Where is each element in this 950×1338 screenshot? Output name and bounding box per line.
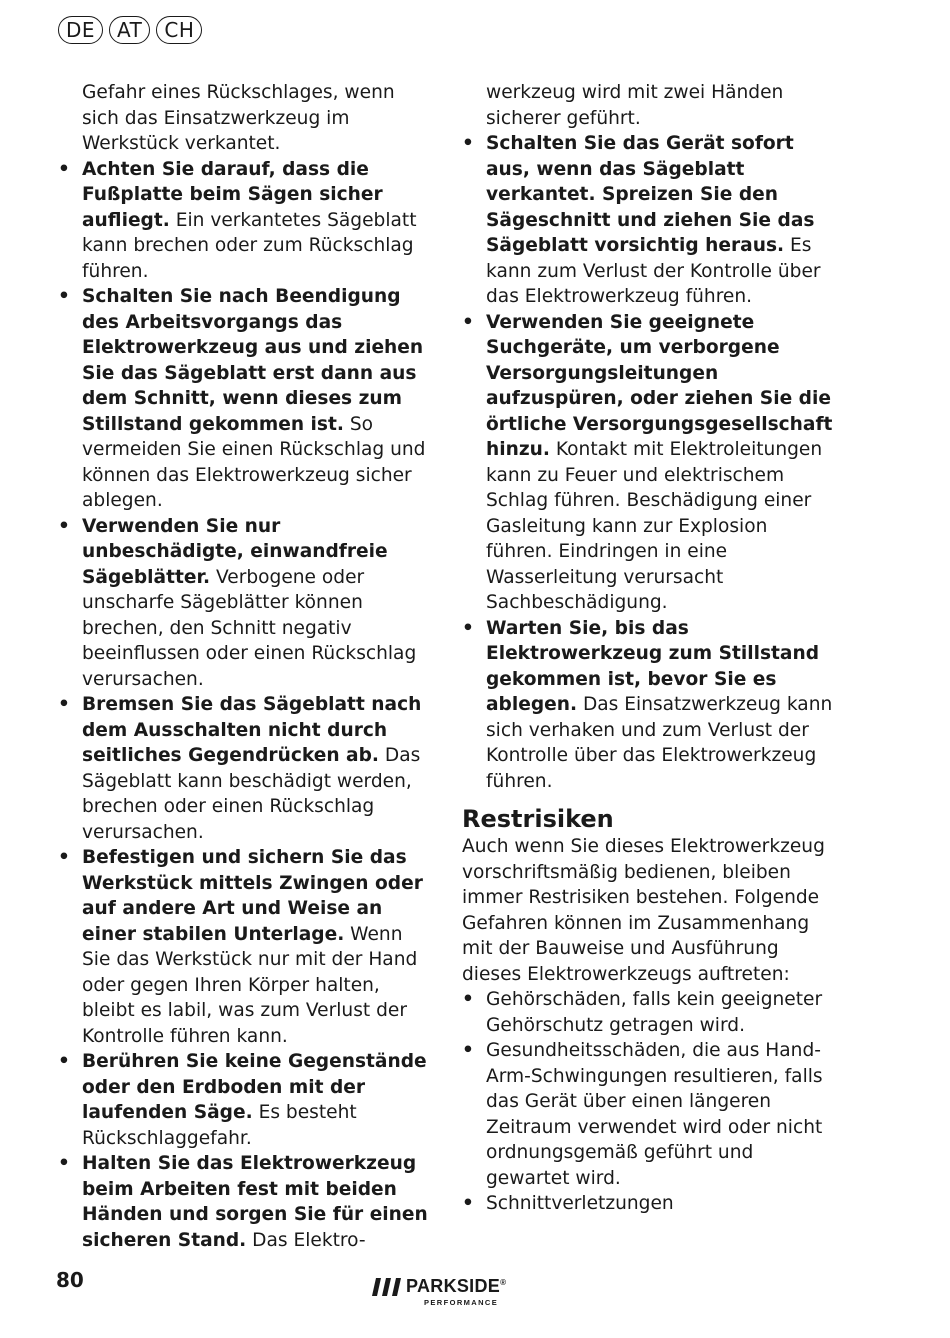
- item-text: Wenn Sie das Werkstück nur mit der Hand oder gegen Ihren Körper halten, bleibt es labil, was zum Verlust der Kontrolle führen kann.: [82, 923, 418, 1047]
- continuation-text: Gefahr eines Rückschlages, wenn sich das Einsatzwerkzeug im Werkstück verkantet.: [82, 82, 395, 154]
- item-bold-text: Achten Sie darauf, dass die Fußplatte beim Sägen sicher aufliegt.: [82, 158, 383, 231]
- list-item: [58, 692, 430, 845]
- bullet: •: [58, 158, 70, 180]
- brand-registered-mark: ®: [500, 1278, 507, 1287]
- country-badge-de: DE: [58, 16, 103, 44]
- risk-item: [462, 987, 837, 1038]
- list-item: [58, 845, 430, 1049]
- bullet: •: [58, 286, 70, 307]
- item-bold-text: Warten Sie, bis das Elektrowerkzeug zum Stillstand gekommen ist, bevor Sie es ablegen.: [486, 617, 820, 715]
- country-badge-ch: CH: [156, 16, 202, 44]
- item-bold-text: Schalten Sie das Gerät sofort aus, wenn das Sägeblatt verkantet. Spreizen Sie den Sägeschnitt und ziehen Sie das Sägeblatt vorsichtig heraus.: [486, 133, 815, 256]
- item-bold-text: Berühren Sie keine Gegenstände oder den Erdboden mit der laufenden Säge.: [82, 1051, 427, 1123]
- risk-item: [462, 1191, 837, 1217]
- item-text: Es besteht Rückschlaggefahr.: [82, 1102, 357, 1149]
- list-item: [462, 131, 837, 310]
- brand-subline: PERFORMANCE: [424, 1298, 499, 1307]
- list-item: [58, 514, 430, 693]
- item-text: Kontakt mit Elektroleitungen kann zu Feuer und elektrischem Schlag führen. Beschädigung einer Gasleitung kann zur Explosion führen. Eindringen in eine Wasserleitung verursacht Sachbeschädigung.: [486, 439, 823, 613]
- item-text: So vermeiden Sie einen Rückschlag und können das Elektrowerkzeug sicher ablegen.: [82, 413, 426, 511]
- list-item: [58, 1049, 430, 1151]
- bullet: •: [58, 1153, 70, 1174]
- brand-name: PARKSIDE®: [406, 1276, 507, 1296]
- risk-text: Gehörschäden, falls kein geeigneter Gehörschutz getragen wird.: [486, 989, 823, 1036]
- section-paragraph: Auch wenn Sie dieses Elektrowerkzeug vorschriftsmäßig bedienen, bleiben immer Restrisiken bestehen. Folgende Gefahren können im Zusammenhang mit der Bauweise und Ausführung dieses Elektrowerkzeugs auftreten:: [462, 836, 825, 985]
- bullet: •: [462, 133, 474, 154]
- risk-text: Schnittverletzungen: [486, 1193, 674, 1214]
- item-text: Ein verkantetes Sägeblatt kann brechen oder zum Rückschlag führen.: [82, 209, 417, 282]
- list-item: [58, 157, 430, 285]
- left-column: [58, 80, 430, 1253]
- list-item: [462, 310, 837, 616]
- bullet: •: [58, 847, 70, 868]
- bullet: •: [462, 1040, 474, 1061]
- item-bold-text: Befestigen und sichern Sie das Werkstück mittels Zwingen oder auf andere Art und Weise an einer stabilen Unterlage.: [82, 847, 423, 945]
- item-text: Das Einsatzwerkzeug kann sich verhaken und zum Verlust der Kontrolle über das Elektrowerkzeug führen.: [486, 694, 833, 792]
- item-text: Das Sägeblatt kann beschädigt werden, brechen oder einen Rückschlag verursachen.: [82, 745, 421, 843]
- item-text: Verbogene oder unscharfe Sägeblätter können brechen, den Schnitt negativ beeinflussen oder einen Rückschlag verursachen.: [82, 566, 417, 690]
- bullet: •: [58, 515, 70, 537]
- item-bold-text: Verwenden Sie geeignete Suchgeräte, um verborgene Versorgungsleitungen aufzuspüren, oder ziehen Sie die örtliche Versorgungsgesellschaft hinzu.: [486, 311, 833, 460]
- bullet: •: [58, 1051, 70, 1072]
- bullet: •: [462, 617, 474, 639]
- parkside-logo: [372, 1276, 522, 1312]
- list-item: [58, 284, 430, 514]
- right-column: [462, 80, 837, 1217]
- brand-slashes-icon: [372, 1278, 402, 1296]
- bullet: •: [462, 311, 474, 333]
- item-bold-text: Verwenden Sie nur unbeschädigte, einwandfreie Sägeblätter.: [82, 515, 388, 588]
- risk-text: Gesundheitsschäden, die aus Hand-Arm-Schwingungen resultieren, falls das Gerät über einen längeren Zeitraum verwendet wird oder nicht ordnungsgemäß geführt und gewartet wird.: [486, 1040, 823, 1189]
- continuation-text: werkzeug wird mit zwei Händen sicherer geführt.: [486, 82, 784, 129]
- item-text: Das Elektro-: [246, 1229, 366, 1251]
- item-bold-text: Halten Sie das Elektrowerkzeug beim Arbeiten fest mit beiden Händen und sorgen Sie für einen sicheren Stand.: [82, 1153, 428, 1251]
- bullet: •: [462, 1193, 474, 1214]
- item-bold-text: Schalten Sie nach Beendigung des Arbeitsvorgangs das Elektrowerkzeug aus und ziehen Sie das Sägeblatt erst dann aus dem Schnitt, wenn dieses zum Stillstand gekommen ist.: [82, 286, 424, 435]
- risk-item: [462, 1038, 837, 1191]
- bullet: •: [462, 989, 474, 1010]
- list-item: [462, 616, 837, 795]
- list-item: [58, 1151, 430, 1253]
- country-badge-at: AT: [109, 16, 150, 44]
- item-bold-text: Bremsen Sie das Sägeblatt nach dem Ausschalten nicht durch seitliches Gegendrücken ab.: [82, 694, 422, 766]
- country-badges: [58, 16, 202, 44]
- item-text: Es kann zum Verlust der Kontrolle über das Elektrowerkzeug führen.: [486, 235, 821, 307]
- section-heading: Restrisiken: [462, 805, 614, 833]
- bullet: •: [58, 694, 70, 715]
- page-number: 80: [56, 1268, 84, 1292]
